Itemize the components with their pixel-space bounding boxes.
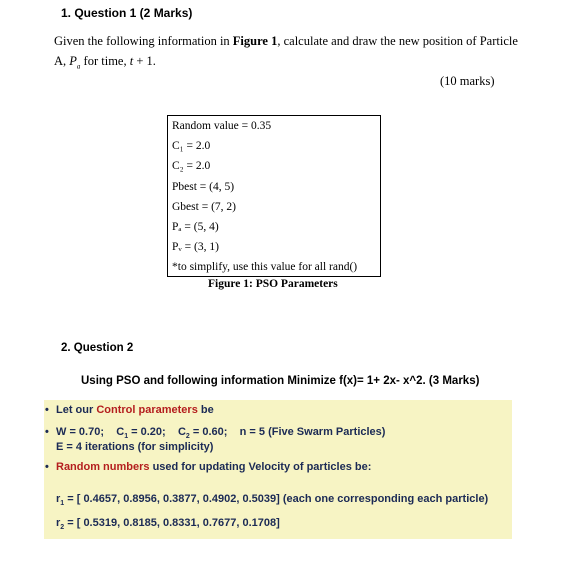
- time-variable: t: [129, 54, 134, 68]
- figure-1-caption: Figure 1: PSO Parameters: [208, 278, 338, 290]
- question-2-instruction: Using PSO and following information Minimize f(x)= 1+ 2x- x^2. (3 Marks): [81, 375, 480, 387]
- q1-line2-end: + 1.: [133, 54, 156, 68]
- b1-suffix: be: [197, 404, 214, 416]
- particle-symbol: $P_a$: [69, 54, 81, 71]
- question-1-text-line-2: [54, 54, 156, 71]
- question-1-heading: 1. Question 1 (2 Marks): [61, 6, 193, 20]
- param-gbest: Gbest = (7, 2): [172, 200, 236, 213]
- control-parameters-label: Control parameters: [96, 404, 198, 416]
- iterations-value: E = 4 iterations (for simplicity): [56, 441, 214, 453]
- bullet-control-parameters: [45, 404, 214, 416]
- param-random-value: Random value = 0.35: [172, 120, 272, 132]
- r1-vector: $r_1$ = [ 0.4657, 0.8956, 0.3877, 0.4902, 0.5039] (each one corresponding each particle): [56, 493, 489, 508]
- param-note: *to simplify, use this value for all rand(): [172, 261, 358, 274]
- figure-1-reference: Figure 1: [232, 34, 278, 48]
- random-numbers-label: Random numbers: [56, 461, 150, 473]
- bullet-icon: •: [45, 426, 49, 438]
- param-pbest: Pbest = (4, 5): [172, 180, 235, 193]
- param-c2: C₂ = 2.0: [172, 160, 211, 173]
- param-c1: C₁ = 2.0: [172, 140, 211, 153]
- b3-suffix: used for updating Velocity of particles be:: [149, 461, 372, 473]
- q1-line2-prefix: A,: [54, 54, 70, 68]
- q1-line2-middle: for time,: [80, 54, 130, 68]
- n-value: n = 5 (Five Swarm Particles): [239, 426, 386, 438]
- question-1-marks: (10 marks): [440, 74, 495, 88]
- question-1-text-line-1: [54, 34, 518, 49]
- bullet-parameter-values: [45, 426, 385, 440]
- c2-value: $C_2 = 0.60$;: [177, 426, 228, 441]
- bullet-icon: •: [45, 461, 49, 473]
- param-pv: Pᵥ = (3, 1): [172, 241, 219, 254]
- w-value: W = 0.70;: [56, 426, 104, 438]
- b1-prefix: Let our: [56, 404, 97, 416]
- q1-line1-suffix: , calculate and draw the new position of Particle: [277, 34, 518, 48]
- c1-value: $C_1 = 0.20$;: [116, 426, 166, 441]
- r2-vector: $r_2$ = [ 0.5319, 0.8185, 0.8331, 0.7677, 0.1708]: [56, 517, 280, 532]
- question-2-heading: 2. Question 2: [61, 342, 134, 354]
- q1-line1-prefix: Given the following information in: [54, 34, 233, 48]
- pso-parameters-box: [167, 115, 381, 277]
- bullet-random-numbers: [45, 461, 371, 473]
- param-pa: Pₐ = (5, 4): [172, 220, 219, 233]
- bullet-icon: •: [45, 404, 49, 416]
